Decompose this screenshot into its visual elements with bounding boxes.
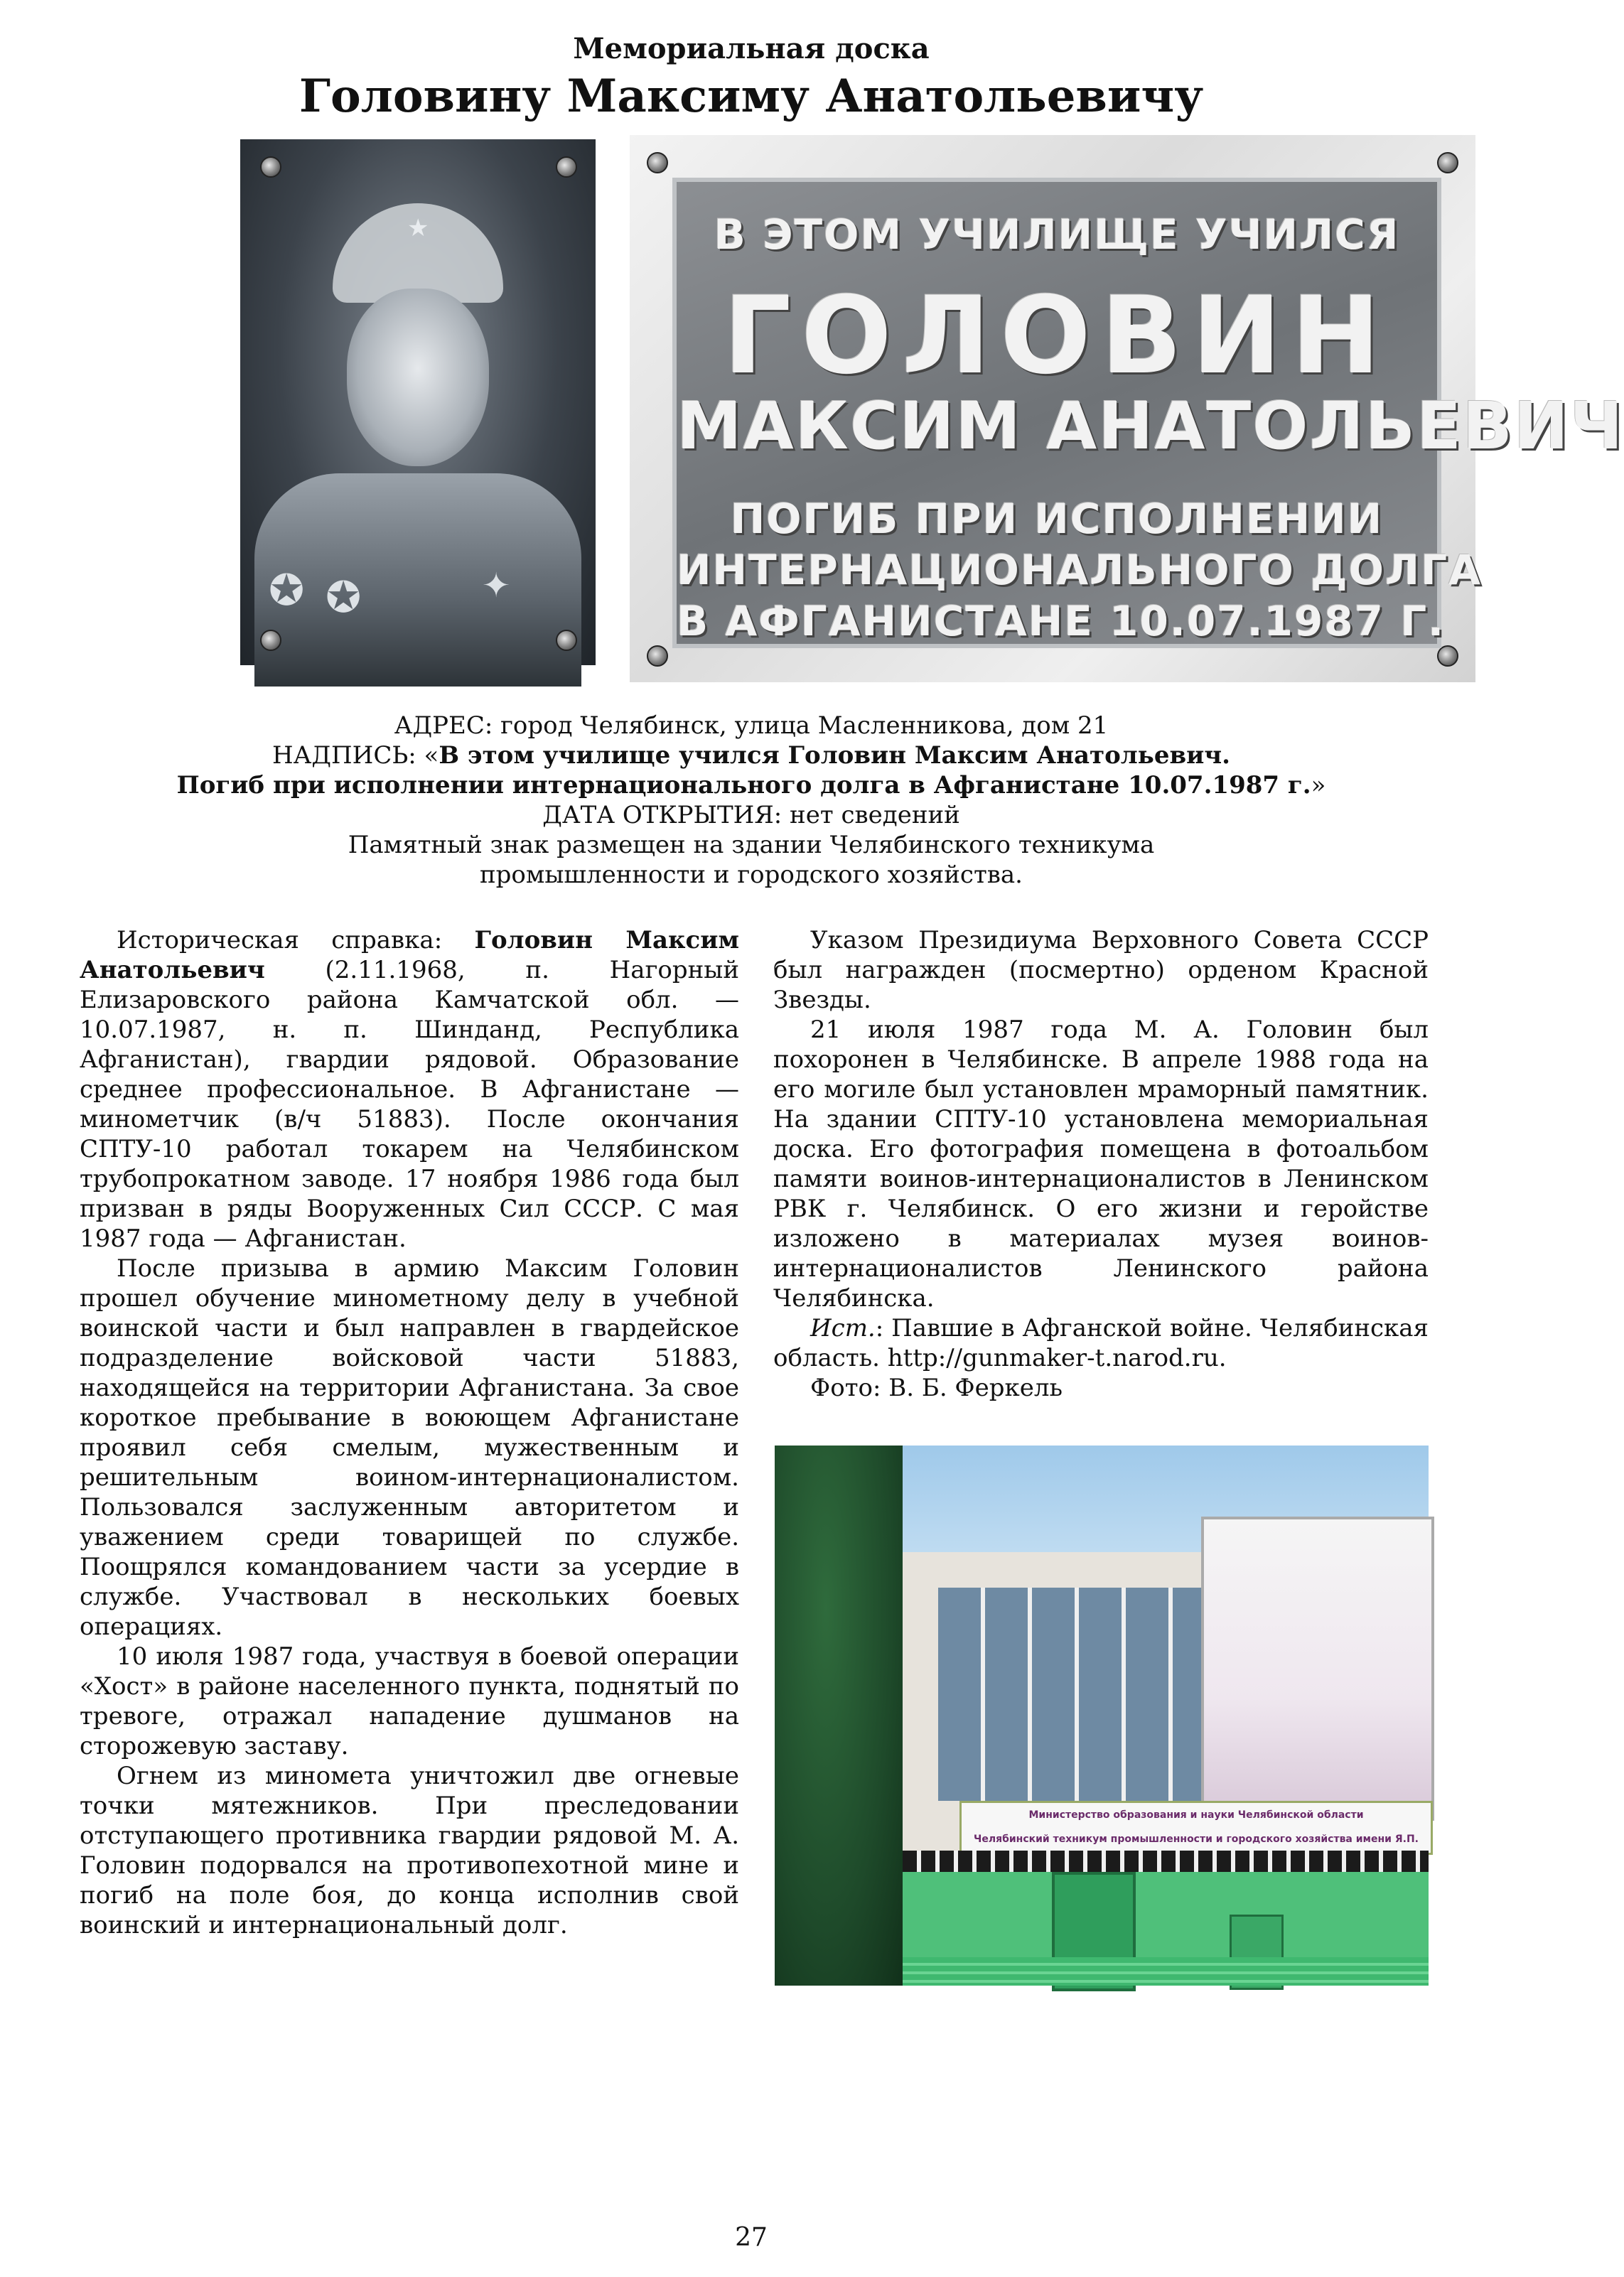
page-subtitle: Мемориальная доска [573,32,930,65]
screw-icon [647,152,668,173]
paragraph: 21 июля 1987 года М. А. Головин был похоронен в Челябинске. В апреле 1988 года на его могиле был установлен мраморный памятник. На здании СПТУ-10 установлена мемориальная доска. Его фотография помещена в фотоальбом памяти воинов-интернационалистов в Ленинском РВК г. Челябинск. О его жизни и геройстве изложено в материалах музея воинов-интернационалистов Ленинского района Челябинска. [773,1016,1429,1313]
opening-date-line: ДАТА ОТКРЫТИЯ: нет сведений [542,801,960,829]
info-block [0,711,1502,890]
building-photo [775,1446,1429,1986]
plaque-line: В ЭТОМ УЧИЛИЩЕ УЧИЛСЯ [714,210,1400,259]
star-medal-icon: ✪ [326,573,362,623]
paragraph: Указом Президиума Верховного Совета СССР был награжден (посмертно) орденом Красной Звезды. [773,926,1429,1014]
paragraph: 10 июля 1987 года, участвуя в боевой операции «Хост» в районе населенного пункта, поднятый по тревоге, отражал нападение душманов на сторожевую заставу. [80,1642,739,1760]
plaque-surname: ГОЛОВИН [723,274,1391,398]
left-column [80,925,739,1940]
inscription-line: Погиб при исполнении интернационального долга в Афганистане 10.07.1987 г.» [176,771,1326,800]
page-number: 27 [735,2223,768,2252]
plaque-line: ИНТЕРНАЦИОНАЛЬНОГО ДОЛГА [677,546,1482,594]
face-shape [347,289,489,466]
star-medal-icon: ✪ [269,566,305,615]
medal-icon: ✦ [482,566,511,605]
source-line: Ист.: Павшие в Афганской войне. Челябинская область. http://gunmaker-t.narod.ru. [773,1314,1429,1372]
screw-icon [556,630,577,651]
page-title: Головину Максиму Анатольевичу [299,70,1204,123]
screw-icon [260,156,281,178]
placement-line: промышленности и городского хозяйства. [480,861,1023,889]
tree-shape [775,1446,903,1986]
building-steps [903,1957,1429,1986]
star-icon: ★ [407,214,429,242]
screw-icon [1437,645,1458,667]
plaque-line: В АФГАНИСТАНЕ 10.07.1987 Г. [677,597,1446,645]
screw-icon [647,645,668,667]
building-windows [938,1588,1222,1801]
plaque-panel [672,178,1624,648]
address-line: АДРЕС: город Челябинск, улица Масленникова, дом 21 [394,711,1109,740]
right-column [773,925,1429,1403]
building-ledge [903,1851,1429,1872]
building-sign: Министерство образования и науки Челябинской области Челябинский техникум промышленности и городского хозяйства имени Я.П. [959,1801,1433,1855]
screw-icon [1437,152,1458,173]
screw-icon [260,630,281,651]
placement-line: Памятный знак размещен на здании Челябинского техникума [348,831,1155,859]
inscription-line: НАДПИСЬ: «В этом училище учился Головин Максим Анатольевич. [271,741,1231,770]
plaque-name: МАКСИМ АНАТОЛЬЕВИЧ [677,388,1624,464]
plaque-line: ПОГИБ ПРИ ИСПОЛНЕНИИ [730,495,1384,543]
portrait-engraving-image [240,139,596,665]
memorial-plaque-image [630,135,1624,682]
paragraph: Огнем из миномета уничтожил две огневые точки мятежников. При преследовании отступающего противника гвардии рядовой М. А. Головин подорвался на противопехотной мине и погиб на поле боя, до конца исполнив свой воинский и интернациональный долг. [80,1762,739,1939]
paragraph: После призыва в армию Максим Головин прошел обучение минометному делу в учебной воинской части и был направлен в гвардейское подразделение войсковой части 51883, находящейся на территории Афганистана. За свое короткое пребывание в воюющем Афганистане проявил себя смелым, мужественным и решительным воином-интернационалистом. Пользовался заслуженным авторитетом и уважением среди товарищей по службе. Поощрялся командованием части за усердие в службе. Участвовал в нескольких боевых операциях. [80,1254,739,1641]
building-banner [1201,1517,1434,1821]
screw-icon [556,156,577,178]
photo-credit: Фото: В. Б. Феркель [810,1374,1063,1402]
paragraph: Историческая справка: Головин Максим Анатольевич (2.11.1968, п. Нагорный Елизаровского района Камчатской обл. — 10.07.1987, н. п. Шинданд, Республика Афганистан), гвардии рядовой. Образование среднее профессиональное. В Афганистане — минометчик (в/ч 51883). После окончания СПТУ-10 работал токарем на Челябинском трубопрокатном заводе. 17 ноября 1986 года был призван в ряды Вооруженных Сил СССР. С мая 1987 года — Афганистан. [80,926,739,1253]
